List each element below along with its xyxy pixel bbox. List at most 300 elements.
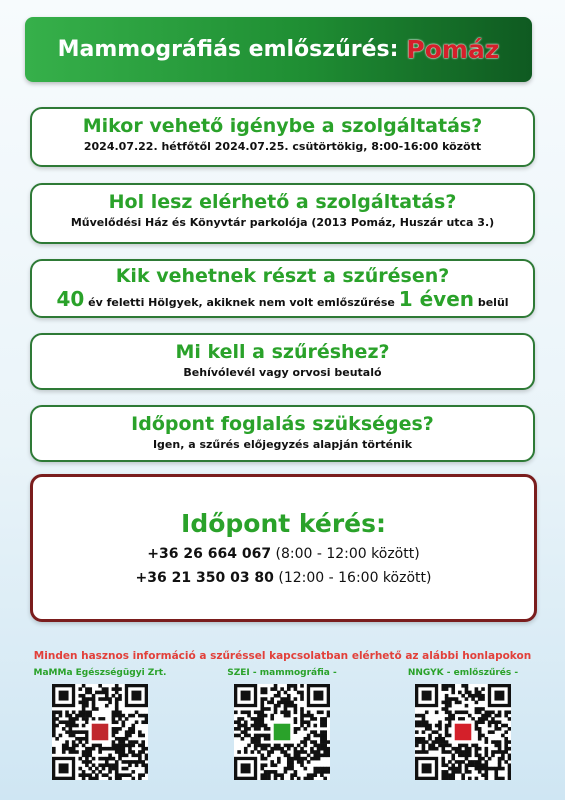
qr-module — [69, 730, 73, 734]
qr-module — [438, 727, 442, 731]
qr-module — [102, 687, 106, 691]
qr-module — [105, 760, 109, 764]
qr-code-nngyk[interactable] — [415, 684, 511, 780]
qr-module — [458, 760, 462, 764]
qr-module — [284, 750, 288, 754]
qr-module — [92, 757, 96, 761]
qr-module — [274, 777, 278, 780]
qr-module — [323, 747, 327, 751]
qr-code-mamma[interactable] — [52, 684, 148, 780]
qr-module — [451, 714, 455, 718]
qr-module — [445, 694, 449, 698]
qr-module — [491, 720, 495, 724]
qr-module — [323, 754, 327, 758]
qr-module — [438, 740, 442, 744]
qr-module — [52, 717, 56, 721]
qr-module — [448, 697, 452, 701]
qr-module — [102, 773, 106, 777]
qr-module — [128, 763, 132, 767]
qr-module — [257, 740, 261, 744]
qr-module — [112, 727, 116, 731]
qr-module — [92, 707, 96, 711]
qr-module — [448, 704, 452, 708]
qr-module — [257, 714, 261, 718]
qr-module — [475, 691, 479, 695]
qr-module — [122, 724, 126, 728]
qr-module — [78, 757, 82, 761]
qr-module — [284, 691, 288, 695]
qr-module — [72, 747, 76, 751]
qr-module — [304, 727, 308, 731]
qr-module — [475, 727, 479, 731]
qr-module — [85, 757, 89, 761]
qr-module — [138, 773, 142, 777]
info-box-where — [30, 183, 535, 244]
qr-module — [313, 744, 317, 748]
qr-module — [264, 744, 268, 748]
qr-module — [274, 694, 278, 698]
qr-module — [418, 724, 422, 728]
qr-module — [494, 724, 498, 728]
qr-module — [418, 750, 422, 754]
qr-module — [488, 710, 492, 714]
qr-module — [508, 777, 511, 780]
qr-module — [122, 760, 126, 764]
qr-module — [422, 747, 426, 751]
info-box-who — [30, 259, 535, 318]
qr-module — [300, 684, 304, 688]
qr-module — [290, 773, 294, 777]
qr-module — [300, 691, 304, 695]
qr-module — [501, 734, 505, 738]
qr-module — [504, 747, 508, 751]
qr-module — [270, 760, 274, 764]
qr-module — [300, 697, 304, 701]
qr-module — [310, 714, 314, 718]
qr-module — [294, 710, 298, 714]
qr-module — [115, 750, 119, 754]
qr-module — [307, 737, 311, 741]
qr-module — [287, 710, 291, 714]
qr-module — [300, 720, 304, 724]
qr-module — [465, 684, 469, 688]
qr-module — [145, 714, 148, 718]
qr-module — [59, 720, 63, 724]
qr-finder — [313, 691, 323, 701]
qr-module — [307, 754, 311, 758]
qr-module — [122, 750, 126, 754]
qr-module — [290, 777, 294, 780]
qr-module — [254, 727, 258, 731]
qr-module — [85, 763, 89, 767]
info-box-when — [30, 107, 535, 167]
answer-where: Művelődési Ház és Könyvtár parkolója (2013 Pomáz, Huszár utca 3.) — [70, 216, 495, 229]
qr-module — [241, 717, 245, 721]
qr-module — [251, 740, 255, 744]
qr-module — [441, 777, 445, 780]
qr-module — [125, 737, 129, 741]
qr-module — [118, 694, 122, 698]
qr-module — [82, 707, 86, 711]
qr-module — [498, 727, 502, 731]
qr-module — [313, 754, 317, 758]
qr-module — [55, 710, 59, 714]
qr-module — [277, 757, 281, 761]
qr-module — [138, 734, 142, 738]
qr-module — [323, 720, 327, 724]
qr-module — [294, 754, 298, 758]
qr-module — [494, 770, 498, 774]
qr-module — [491, 717, 495, 721]
qr-module — [277, 694, 281, 698]
qr-module — [260, 773, 264, 777]
qr-module — [307, 777, 311, 780]
qr-module — [95, 773, 99, 777]
qr-module — [260, 714, 264, 718]
qr-module — [52, 714, 56, 718]
qr-module — [244, 720, 248, 724]
qr-module — [465, 687, 469, 691]
qr-module — [478, 754, 482, 758]
qr-module — [428, 744, 432, 748]
qr-module — [317, 744, 321, 748]
qr-module — [69, 734, 73, 738]
qr-module — [481, 714, 485, 718]
qr-module — [234, 734, 238, 738]
qr-module — [458, 701, 462, 705]
qr-module — [65, 720, 69, 724]
qr-module — [432, 744, 436, 748]
qr-module — [471, 694, 475, 698]
qr-module — [247, 710, 251, 714]
qr-code-szei[interactable] — [234, 684, 330, 780]
qr-module — [125, 767, 129, 771]
qr-module — [478, 760, 482, 764]
qr-module — [280, 710, 284, 714]
qr-module — [323, 740, 327, 744]
qr-module — [435, 724, 439, 728]
qr-module — [260, 701, 264, 705]
qr-module — [62, 720, 66, 724]
qr-module — [254, 720, 258, 724]
qr-module — [241, 730, 245, 734]
qr-module — [138, 730, 142, 734]
qr-logo-icon — [92, 724, 109, 741]
qr-module — [294, 704, 298, 708]
qr-module — [458, 747, 462, 751]
qr-module — [475, 763, 479, 767]
qr-module — [128, 730, 132, 734]
qr-module — [59, 714, 63, 718]
qr-module — [264, 763, 268, 767]
qr-module — [82, 724, 86, 728]
qr-module — [432, 740, 436, 744]
qr-module — [257, 720, 261, 724]
qr-module — [277, 691, 281, 695]
qr-module — [468, 691, 472, 695]
qr-module — [297, 777, 301, 780]
qr-module — [141, 773, 145, 777]
qr-module — [141, 720, 145, 724]
qr-module — [478, 763, 482, 767]
qr-module — [287, 747, 291, 751]
qr-module — [115, 687, 119, 691]
qr-module — [441, 740, 445, 744]
qr-finder — [59, 691, 69, 701]
qr-module — [422, 740, 426, 744]
qr-module — [448, 684, 452, 688]
qr-module — [85, 687, 89, 691]
qr-module — [455, 770, 459, 774]
qr-module — [88, 747, 92, 751]
qr-module — [78, 687, 82, 691]
qr-module — [280, 777, 284, 780]
qr-module — [280, 697, 284, 701]
qr-module — [441, 701, 445, 705]
qr-module — [118, 757, 122, 761]
qr-module — [425, 740, 429, 744]
qr-module — [458, 767, 462, 771]
qr-module — [260, 777, 264, 780]
qr-module — [465, 754, 469, 758]
qr-module — [491, 750, 495, 754]
qr-module — [284, 697, 288, 701]
qr-module — [138, 757, 142, 761]
qr-module — [478, 727, 482, 731]
qr-module — [85, 760, 89, 764]
qr-module — [78, 714, 82, 718]
qr-module — [488, 720, 492, 724]
qr-module — [82, 730, 86, 734]
qr-module — [304, 720, 308, 724]
qr-module — [481, 697, 485, 701]
qr-module — [294, 730, 298, 734]
town-name: Pomáz — [406, 35, 500, 64]
qr-module — [418, 714, 422, 718]
qr-module — [112, 767, 116, 771]
qr-module — [297, 754, 301, 758]
qr-module — [317, 754, 321, 758]
qr-module — [82, 754, 86, 758]
qr-module — [85, 747, 89, 751]
qr-module — [131, 727, 135, 731]
qr-module — [501, 777, 505, 780]
qr-module — [438, 724, 442, 728]
qr-module — [65, 724, 69, 728]
qr-module — [494, 720, 498, 724]
qr-module — [108, 777, 112, 780]
qr-module — [254, 724, 258, 728]
qr-module — [451, 777, 455, 780]
qr-module — [494, 744, 498, 748]
qr-module — [85, 734, 89, 738]
qr-module — [131, 714, 135, 718]
qr-module — [85, 737, 89, 741]
qr-module — [323, 767, 327, 771]
qr-module — [267, 701, 271, 705]
qr-module — [300, 707, 304, 711]
qr-module — [307, 724, 311, 728]
qr-module — [274, 704, 278, 708]
qr-module — [118, 750, 122, 754]
qr-module — [141, 734, 145, 738]
qr-module — [122, 714, 126, 718]
qr-module — [304, 740, 308, 744]
qr-module — [284, 767, 288, 771]
qr-module — [98, 750, 102, 754]
qr-module — [310, 777, 314, 780]
qr-module — [135, 760, 139, 764]
qr-module — [284, 710, 288, 714]
qr-module — [69, 720, 73, 724]
qr-module — [264, 737, 268, 741]
qr-module — [294, 687, 298, 691]
qr-module — [458, 763, 462, 767]
qr-module — [458, 717, 462, 721]
qr-module — [122, 740, 126, 744]
qr-module — [418, 740, 422, 744]
qr-module — [498, 767, 502, 771]
qr-module — [141, 740, 145, 744]
qr-module — [118, 737, 122, 741]
qr-module — [485, 777, 489, 780]
qr-module — [267, 737, 271, 741]
qr-module — [438, 744, 442, 748]
qr-module — [257, 717, 261, 721]
qr-module — [290, 763, 294, 767]
qr-module — [441, 757, 445, 761]
qr-module — [260, 734, 264, 738]
qr-module — [112, 763, 116, 767]
qr-module — [115, 773, 119, 777]
qr-module — [310, 750, 314, 754]
qr-module — [264, 714, 268, 718]
qr-module — [260, 724, 264, 728]
qr-module — [112, 717, 116, 721]
qr-module — [55, 737, 59, 741]
phone-number-1[interactable]: +36 26 664 067 — [147, 546, 272, 562]
qr-caption-nngyk: NNGYK - emlőszűrés - — [407, 668, 519, 678]
qr-module — [441, 707, 445, 711]
qr-module — [494, 773, 498, 777]
qr-module — [481, 717, 485, 721]
qr-module — [274, 763, 278, 767]
qr-module — [428, 737, 432, 741]
answer-who-end: belül — [474, 296, 509, 309]
qr-module — [284, 770, 288, 774]
qr-module — [455, 710, 459, 714]
qr-module — [92, 777, 96, 780]
qr-module — [105, 747, 109, 751]
qr-module — [274, 773, 278, 777]
qr-module — [451, 757, 455, 761]
qr-module — [274, 747, 278, 751]
qr-module — [300, 763, 304, 767]
qr-module — [135, 710, 139, 714]
qr-module — [92, 694, 96, 698]
qr-module — [128, 740, 132, 744]
qr-module — [475, 710, 479, 714]
qr-module — [118, 740, 122, 744]
qr-module — [478, 757, 482, 761]
qr-module — [448, 760, 452, 764]
qr-module — [461, 744, 465, 748]
qr-module — [52, 750, 56, 754]
qr-module — [313, 740, 317, 744]
qr-module — [95, 707, 99, 711]
qr-module — [320, 720, 324, 724]
qr-module — [491, 740, 495, 744]
qr-module — [465, 767, 469, 771]
phone-number-2[interactable]: +36 21 350 03 80 — [135, 570, 274, 586]
qr-module — [112, 687, 116, 691]
qr-module — [498, 747, 502, 751]
qr-module — [260, 747, 264, 751]
qr-module — [274, 770, 278, 774]
qr-module — [141, 714, 145, 718]
qr-module — [260, 763, 264, 767]
qr-module — [304, 757, 308, 761]
qr-module — [267, 727, 271, 731]
qr-module — [287, 757, 291, 761]
qr-module — [131, 760, 135, 764]
qr-module — [115, 701, 119, 705]
qr-module — [501, 757, 505, 761]
qr-module — [264, 697, 268, 701]
qr-module — [307, 734, 311, 738]
qr-module — [82, 777, 86, 780]
qr-module — [105, 704, 109, 708]
qr-module — [264, 747, 268, 751]
qr-module — [138, 760, 142, 764]
qr-module — [320, 710, 324, 714]
qr-module — [131, 770, 135, 774]
qr-module — [241, 737, 245, 741]
qr-module — [82, 710, 86, 714]
qr-module — [498, 744, 502, 748]
qr-module — [478, 770, 482, 774]
qr-module — [277, 744, 281, 748]
qr-module — [88, 767, 92, 771]
qr-module — [62, 747, 66, 751]
qr-module — [138, 754, 142, 758]
qr-module — [475, 707, 479, 711]
qr-module — [448, 777, 452, 780]
qr-module — [128, 714, 132, 718]
qr-module — [274, 684, 278, 688]
qr-module — [284, 707, 288, 711]
qr-module — [118, 717, 122, 721]
qr-module — [72, 740, 76, 744]
qr-module — [317, 734, 321, 738]
qr-module — [491, 754, 495, 758]
qr-module — [52, 720, 56, 724]
qr-module — [112, 720, 116, 724]
qr-module — [75, 724, 79, 728]
qr-module — [65, 744, 69, 748]
qr-module — [317, 710, 321, 714]
qr-module — [488, 757, 492, 761]
qr-module — [504, 744, 508, 748]
qr-module — [122, 737, 126, 741]
qr-module — [508, 747, 511, 751]
qr-module — [251, 737, 255, 741]
qr-module — [327, 710, 330, 714]
qr-module — [59, 710, 63, 714]
qr-module — [75, 750, 79, 754]
qr-module — [488, 767, 492, 771]
qr-module — [458, 744, 462, 748]
